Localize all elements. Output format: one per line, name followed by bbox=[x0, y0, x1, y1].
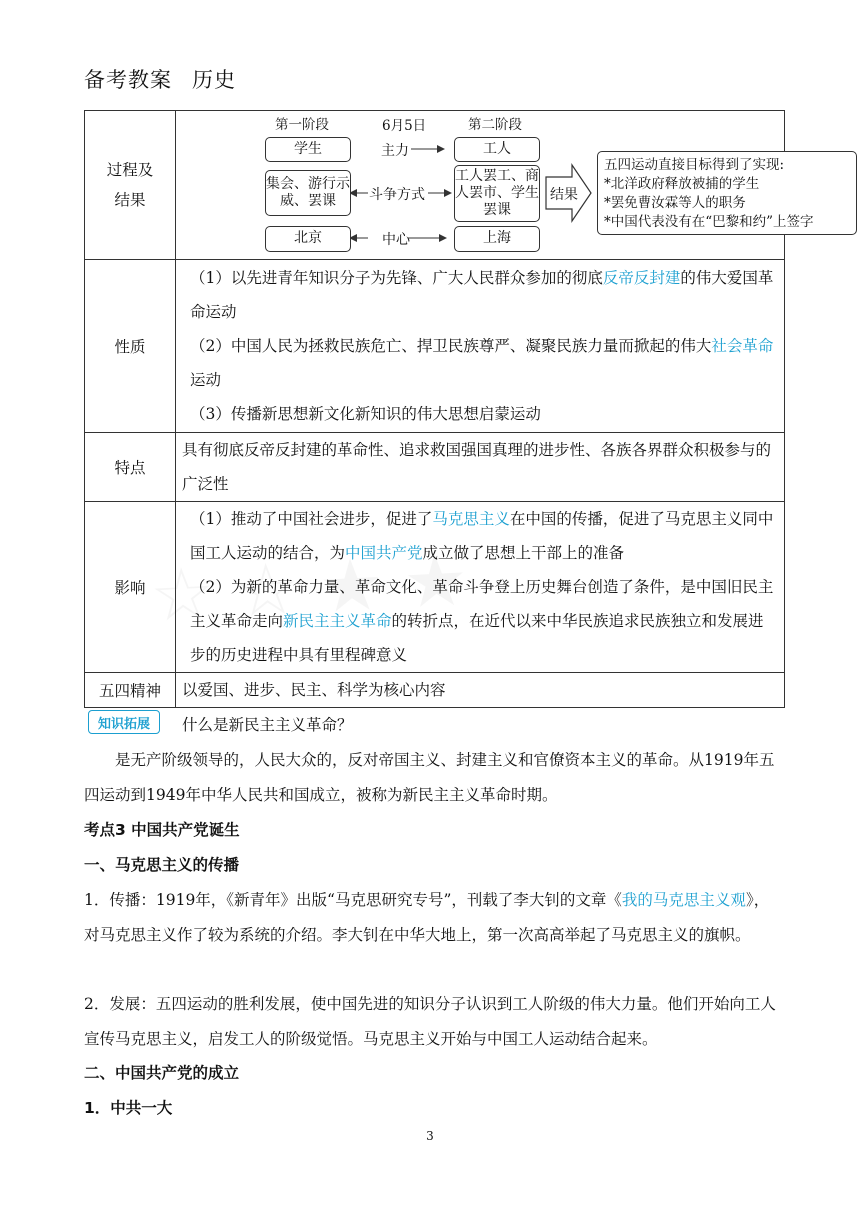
flow-box-beijing: 北京 bbox=[265, 226, 351, 252]
flow-result-box bbox=[597, 151, 857, 235]
result-line: *中国代表没有在“巴黎和约”上签字 bbox=[604, 213, 814, 230]
row-label: 特点 bbox=[85, 433, 176, 502]
row-label: 过程及结果 bbox=[85, 111, 176, 260]
flow-diagram-cell bbox=[176, 111, 814, 260]
flow-box-shanghai: 上海 bbox=[454, 226, 540, 252]
features-cell: 具有彻底反帝反封建的革命性、追求救国强国真理的进步性、各族各界群众积极参与的广泛性 bbox=[176, 433, 785, 502]
highlight-term: 中国共产党 bbox=[345, 544, 423, 562]
stage2-caption: 第二阶段 bbox=[468, 116, 522, 133]
row-label: 影响 bbox=[85, 502, 176, 673]
stage1-caption: 第一阶段 bbox=[275, 116, 329, 133]
section-heading-3: 1．中共一大 bbox=[84, 1099, 173, 1117]
flow-box-student-methods: 集会、游行示威、罢课 bbox=[265, 170, 351, 216]
header-title: 备考教案 bbox=[84, 68, 172, 92]
knowledge-answer: 是无产阶级领导的，人民大众的，反对帝国主义、封建主义和官僚资本主义的革命。从1919年五四运动到1949年中华人民共和国成立，被称为新民主主义革命时期。 bbox=[84, 751, 775, 804]
flow-diagram bbox=[176, 113, 814, 258]
flow-result-label: 结果 bbox=[550, 186, 578, 203]
page-number: 3 bbox=[426, 1129, 434, 1143]
knowledge-tag: 知识拓展 bbox=[88, 710, 160, 734]
spirit-cell: 以爱国、进步、民主、科学为核心内容 bbox=[176, 673, 785, 708]
table-row-process bbox=[85, 111, 785, 260]
kaodian-heading: 考点3 中国共产党诞生 bbox=[84, 821, 240, 839]
flow-box-workers: 工人 bbox=[454, 137, 540, 162]
page-header bbox=[84, 64, 236, 94]
nature-item: （1）以先进青年知识分子为先锋、广大人民群众参加的彻底反帝反封建的伟大爱国革命运动 bbox=[190, 269, 774, 321]
table-row-spirit bbox=[85, 673, 785, 708]
highlight-term: 我的马克思主义观 bbox=[621, 891, 746, 909]
table-row-nature bbox=[85, 260, 785, 433]
result-line: 五四运动直接目标得到了实现: bbox=[604, 156, 785, 173]
paragraph-development: 2．发展：五四运动的胜利发展，使中国先进的知识分子认识到工人阶级的伟大力量。他们开始向工人宣传马克思主义，启发工人的阶级觉悟。马克思主义开始与中国工人运动结合起来。 bbox=[84, 995, 776, 1048]
highlight-term: 马克思主义 bbox=[432, 510, 510, 528]
nature-item: （2）中国人民为拯救民族危亡、捍卫民族尊严、凝聚民族力量而掀起的伟大社会革命运动 bbox=[190, 337, 774, 389]
highlight-term: 反帝反封建 bbox=[602, 269, 681, 287]
row-label: 五四精神 bbox=[85, 673, 176, 708]
section-heading-2: 二、中国共产党的成立 bbox=[84, 1064, 240, 1082]
highlight-term: 社会革命 bbox=[711, 337, 774, 355]
flow-label-main-force: 主力 bbox=[381, 142, 409, 159]
nature-cell bbox=[176, 260, 785, 433]
impact-item: （1）推动了中国社会进步，促进了马克思主义在中国的传播，促进了马克思主义同中国工人运动的结合，为中国共产党成立做了思想上干部上的准备 bbox=[190, 510, 774, 562]
flow-box-worker-methods: 工人罢工、商人罢市、学生罢课 bbox=[454, 165, 540, 222]
impact-cell bbox=[176, 502, 785, 673]
highlight-term: 新民主主义革命 bbox=[283, 612, 392, 630]
history-table bbox=[84, 110, 814, 708]
date-caption: 6月5日 bbox=[382, 117, 427, 134]
flow-label-struggle: 斗争方式 bbox=[369, 186, 425, 203]
section-heading-1: 一、马克思主义的传播 bbox=[84, 856, 240, 874]
impact-item: （2）为新的革命力量、革命文化、革命斗争登上历史舞台创造了条件，是中国旧民主主义革命走向新民主主义革命的转折点，在近代以来中华民族追求民族独立和发展进步的历史进程中具有里程碑意义 bbox=[190, 578, 774, 664]
nature-item: （3）传播新思想新文化新知识的伟大思想启蒙运动 bbox=[190, 405, 541, 423]
table-row-features bbox=[85, 433, 785, 502]
flow-label-center: 中心 bbox=[382, 231, 410, 248]
row-label: 性质 bbox=[85, 260, 176, 433]
result-line: *罢免曹汝霖等人的职务 bbox=[604, 194, 746, 211]
paragraph-spread: 1．传播：1919年，《新青年》出版“马克思研究专号”，刊载了李大钊的文章《我的马克思主义观》，对马克思主义作了较为系统的介绍。李大钊在中华大地上，第一次高高举起了马克思主义的旗帜。 bbox=[84, 891, 770, 944]
knowledge-question: 什么是新民主主义革命？ bbox=[182, 716, 353, 734]
result-line: *北洋政府释放被捕的学生 bbox=[604, 175, 760, 192]
flow-box-students: 学生 bbox=[265, 137, 351, 162]
table-row-impact bbox=[85, 502, 785, 673]
header-subject: 历史 bbox=[192, 68, 236, 92]
